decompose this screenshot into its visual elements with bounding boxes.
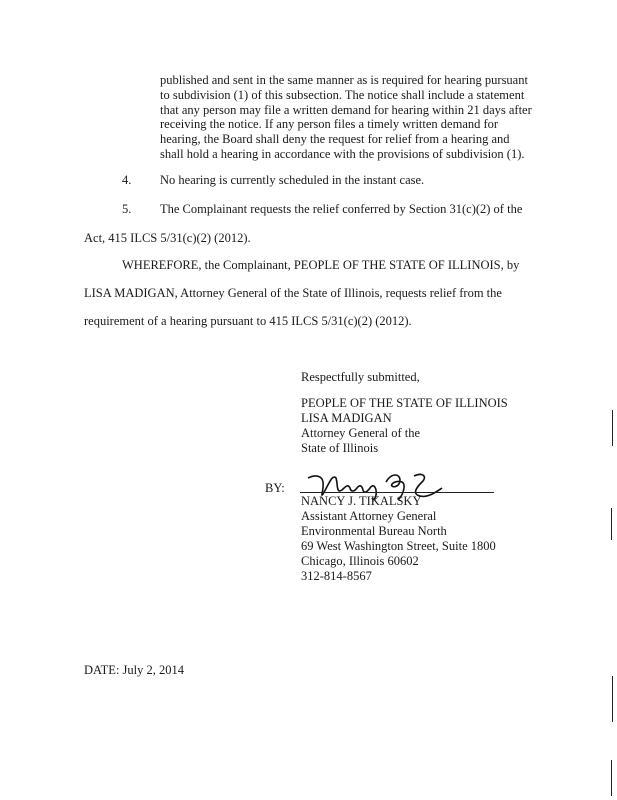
signer-block <box>301 494 496 584</box>
quote-line: receiving the notice. If any person files a timely written demand for <box>160 117 499 131</box>
signer-line: Chicago, Illinois 60602 <box>301 554 419 568</box>
quote-line: hearing, the Board shall deny the request for relief from a hearing and <box>160 132 510 146</box>
party-line: Attorney General of the <box>301 426 421 440</box>
party-line: PEOPLE OF THE STATE OF ILLINOIS <box>301 396 508 410</box>
quote-line: that any person may file a written demand for hearing within 21 days after <box>160 103 532 117</box>
quote-line: to subdivision (1) of this subsection. The notice shall include a statement <box>160 88 525 102</box>
signer-line: Assistant Attorney General <box>301 509 437 523</box>
paragraph-5-text: The Complainant requests the relief conferred by Section 31(c)(2) of the <box>160 202 523 216</box>
wherefore-line: WHEREFORE, the Complainant, PEOPLE OF THE STATE OF ILLINOIS, by <box>122 258 520 272</box>
party-block <box>301 396 508 456</box>
signature-line <box>300 492 494 493</box>
paragraph-4-text: No hearing is currently scheduled in the instant case. <box>160 173 425 187</box>
scan-artifact <box>612 676 613 722</box>
paragraph-5-continuation: Act, 415 ILCS 5/31(c)(2) (2012). <box>84 231 251 245</box>
signer-line: Environmental Bureau North <box>301 524 447 538</box>
signer-line: 312-814-8567 <box>301 569 372 583</box>
quote-line: shall hold a hearing in accordance with the provisions of subdivision (1). <box>160 147 525 161</box>
by-label: BY: <box>265 481 285 495</box>
wherefore-line: requirement of a hearing pursuant to 415 ILCS 5/31(c)(2) (2012). <box>84 314 412 328</box>
scan-artifact <box>612 410 613 446</box>
signer-line: 69 West Washington Street, Suite 1800 <box>301 539 496 553</box>
closing-text: Respectfully submitted, <box>301 370 420 384</box>
party-line: State of Illinois <box>301 441 379 455</box>
party-line: LISA MADIGAN <box>301 411 392 425</box>
scan-artifact <box>611 508 612 540</box>
signer-line: NANCY J. TIKALSKY <box>301 494 422 508</box>
date-line: DATE: July 2, 2014 <box>84 663 184 677</box>
quote-line: published and sent in the same manner as is required for hearing pursuant <box>160 73 528 87</box>
paragraph-5-number: 5. <box>122 202 132 216</box>
paragraph-4-number: 4. <box>122 173 132 187</box>
scan-artifact <box>611 760 612 796</box>
wherefore-line: LISA MADIGAN, Attorney General of the State of Illinois, requests relief from the <box>84 286 502 300</box>
